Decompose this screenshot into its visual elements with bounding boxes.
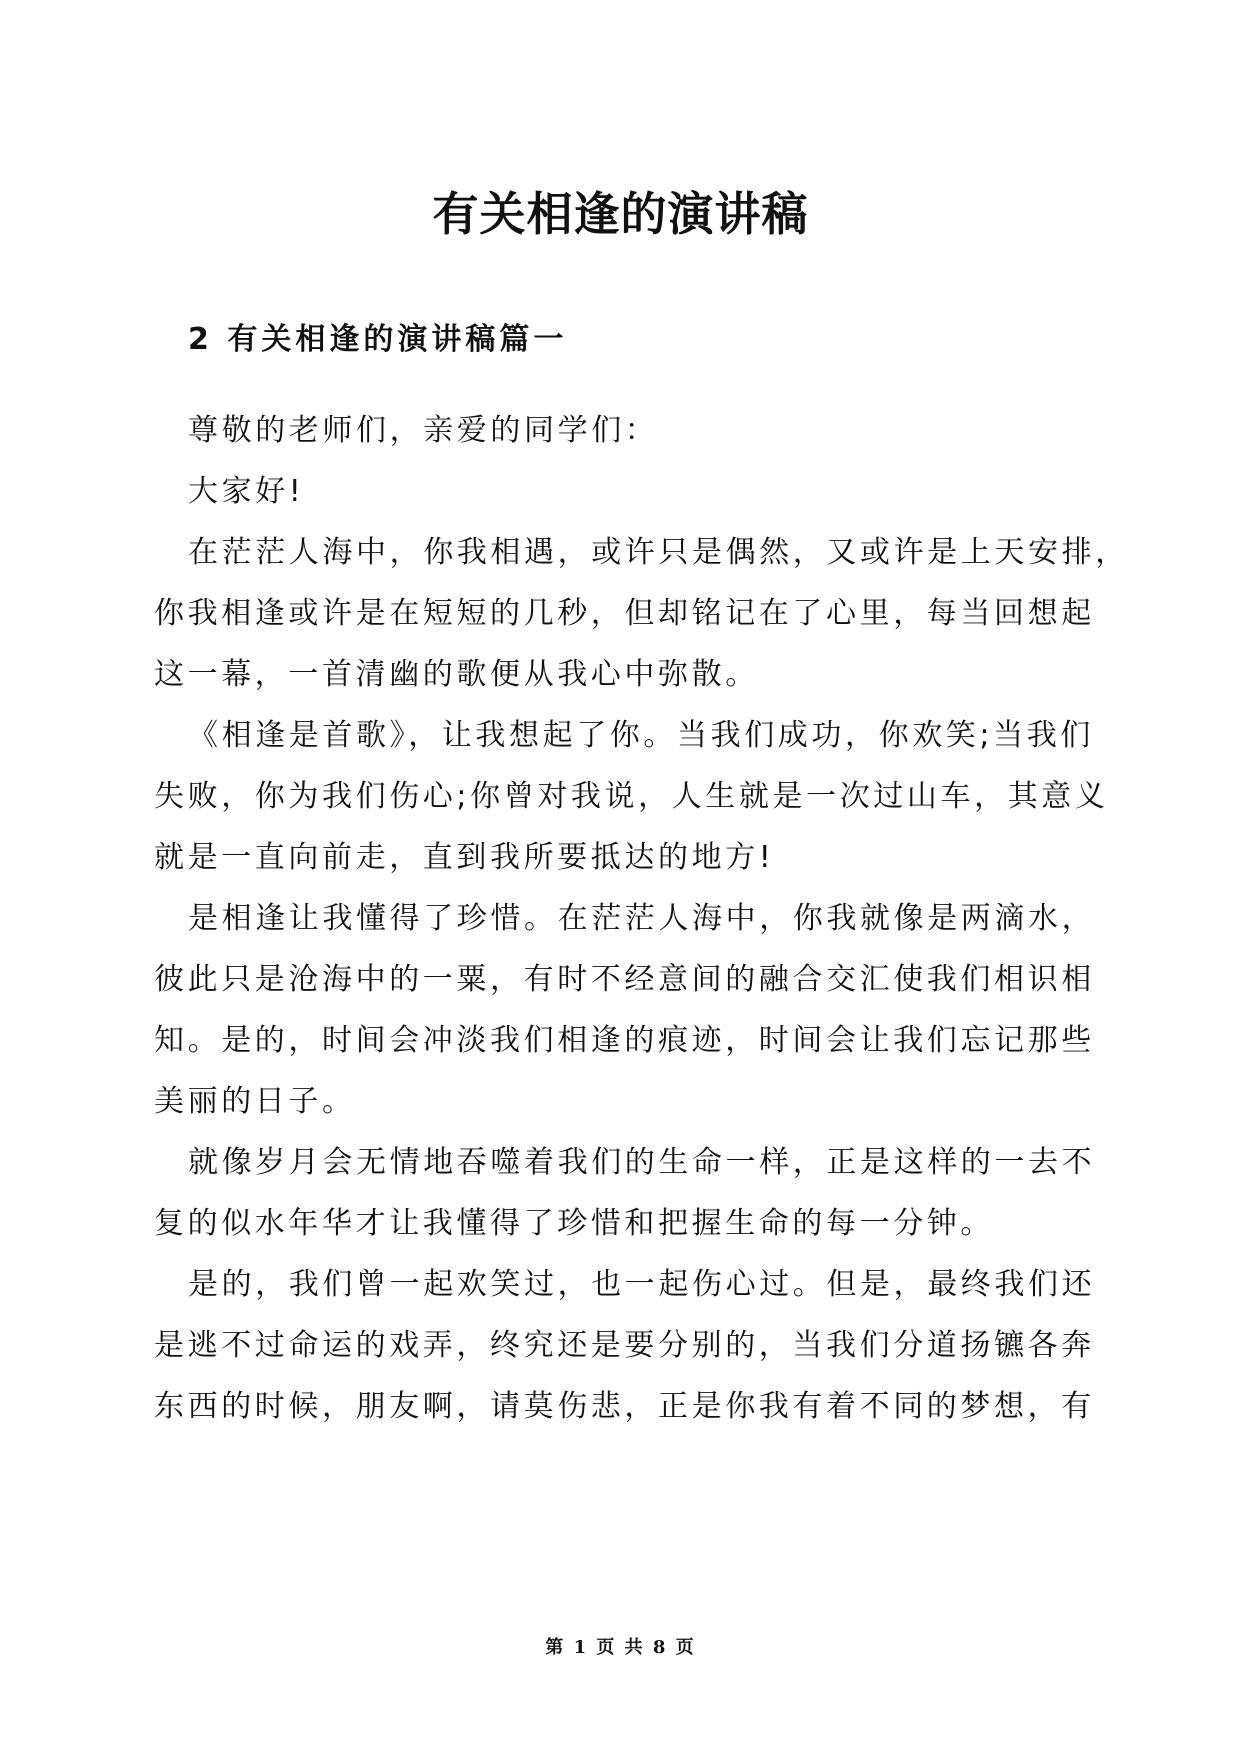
greeting-paragraph: [154, 400, 1089, 461]
greeting-line: 尊敬的老师们，亲爱的同学们：: [188, 413, 659, 448]
paragraph-line: 彼此只是沧海中的一粟，有时不经意间的融合交汇使我们相识相: [154, 962, 1095, 997]
document-title: 有关相逢的演讲稿: [432, 187, 809, 241]
paragraph-line: 就像岁月会无情地吞噬着我们的生命一样，正是这样的一去不: [188, 1145, 1096, 1180]
salutation-paragraph: [154, 461, 1089, 522]
body-paragraph-4: [154, 1132, 1096, 1254]
body-paragraph-5: [154, 1254, 1096, 1437]
salutation-line: 大家好!: [188, 474, 305, 509]
paragraph-line: 失败，你为我们伤心;你曾对我说，人生就是一次过山车，其意义: [154, 779, 1109, 814]
section-heading: 2 有关相逢的演讲稿篇一: [188, 322, 568, 357]
paragraph-line: 复的似水年华才让我懂得了珍惜和把握生命的每一分钟。: [154, 1206, 994, 1241]
paragraph-line: 你我相逢或许是在短短的几秒，但却铭记在了心里，每当回想起: [154, 596, 1095, 631]
paragraph-line: 美丽的日子。: [154, 1084, 356, 1119]
paragraph-line: 《相逢是首歌》，让我想起了你。当我们成功，你欢笑;当我们: [188, 718, 1094, 753]
paragraph-line: 是逃不过命运的戏弄，终究还是要分别的，当我们分道扬镳各奔: [154, 1328, 1095, 1363]
body-paragraph-2: [154, 705, 1109, 888]
paragraph-line: 是相逢让我懂得了珍惜。在茫茫人海中，你我就像是两滴水，: [188, 901, 1096, 936]
page-footer: [0, 1636, 1241, 1660]
page-indicator: 第 1 页 共 8 页: [545, 1637, 696, 1658]
paragraph-line: 是的，我们曾一起欢笑过，也一起伤心过。但是，最终我们还: [188, 1267, 1096, 1302]
body-paragraph-3: [154, 888, 1096, 1132]
paragraph-line: 就是一直向前走，直到我所要抵达的地方!: [154, 840, 775, 875]
paragraph-line: 知。是的，时间会冲淡我们相逢的痕迹，时间会让我们忘记那些: [154, 1023, 1095, 1058]
paragraph-line: 东西的时候，朋友啊，请莫伤悲，正是你我有着不同的梦想，有: [154, 1389, 1095, 1424]
paragraph-line: 这一幕，一首清幽的歌便从我心中弥散。: [154, 657, 759, 692]
body-paragraph-1: [154, 522, 1129, 705]
paragraph-line: 在茫茫人海中，你我相遇，或许只是偶然，又或许是上天安排，: [188, 535, 1129, 570]
